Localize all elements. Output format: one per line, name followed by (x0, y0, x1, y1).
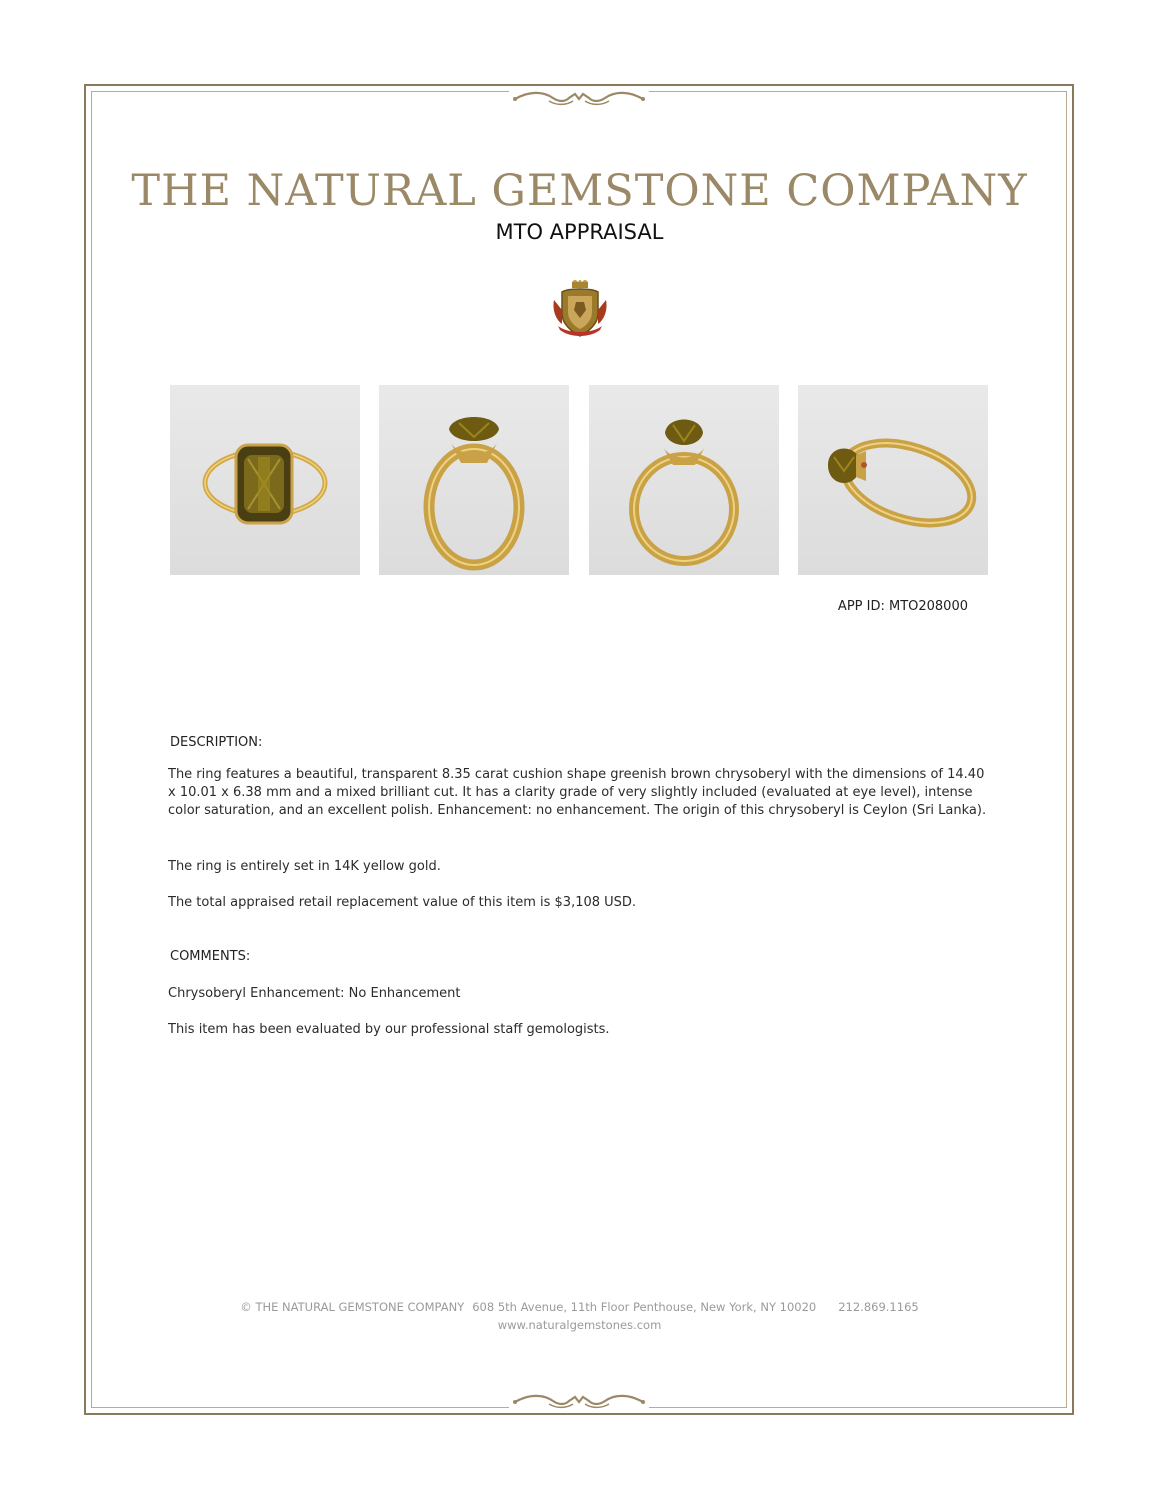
company-name-title: THE NATURAL GEMSTONE COMPANY (131, 166, 1028, 216)
footer-address: 608 5th Avenue, 11th Floor Penthouse, New York, NY 10020 (472, 1300, 817, 1314)
enhancement-comment: Chrysoberyl Enhancement: No Enhancement (168, 986, 461, 1001)
comments-heading: COMMENTS: (170, 949, 251, 964)
appraised-value-paragraph: The total appraised retail replacement value of this item is $3,108 USD. (168, 895, 637, 910)
company-crest-logo (548, 280, 612, 340)
evaluation-comment: This item has been evaluated by our professional staff gemologists. (168, 1022, 610, 1037)
ring-front-view-photo (589, 385, 779, 575)
top-flourish-ornament (509, 88, 649, 110)
ring-top-view-photo (170, 385, 360, 575)
ring-side-view-photo (379, 385, 569, 575)
footer-copyright: © THE NATURAL GEMSTONE COMPANY (240, 1300, 465, 1314)
footer-phone: 212.869.1165 (838, 1300, 919, 1314)
appraisal-id: APP ID: MTO208000 (837, 599, 968, 614)
footer-website[interactable]: www.naturalgemstones.com (497, 1318, 662, 1332)
footer-contact-line (0, 1298, 1159, 1316)
bottom-flourish-ornament (509, 1391, 649, 1413)
ring-angled-view-photo (798, 385, 988, 575)
description-paragraph: The ring features a beautiful, transparent 8.35 carat cushion shape greenish brown chrysoberyl with the dimensions of 14.40 x 10.01 x 6.38 mm and a mixed brilliant cut. It has a clarity grade of very slightly included (evaluated at eye level), intense color saturation, and an excellent polish. Enhancement: no enhancement. The origin of this chrysoberyl is Ceylon (Sri Lanka). (168, 767, 987, 818)
description-heading: DESCRIPTION: (170, 735, 263, 750)
setting-paragraph: The ring is entirely set in 14K yellow gold. (168, 859, 441, 874)
document-title: MTO APPRAISAL (495, 220, 664, 244)
page-footer (0, 1298, 1159, 1334)
